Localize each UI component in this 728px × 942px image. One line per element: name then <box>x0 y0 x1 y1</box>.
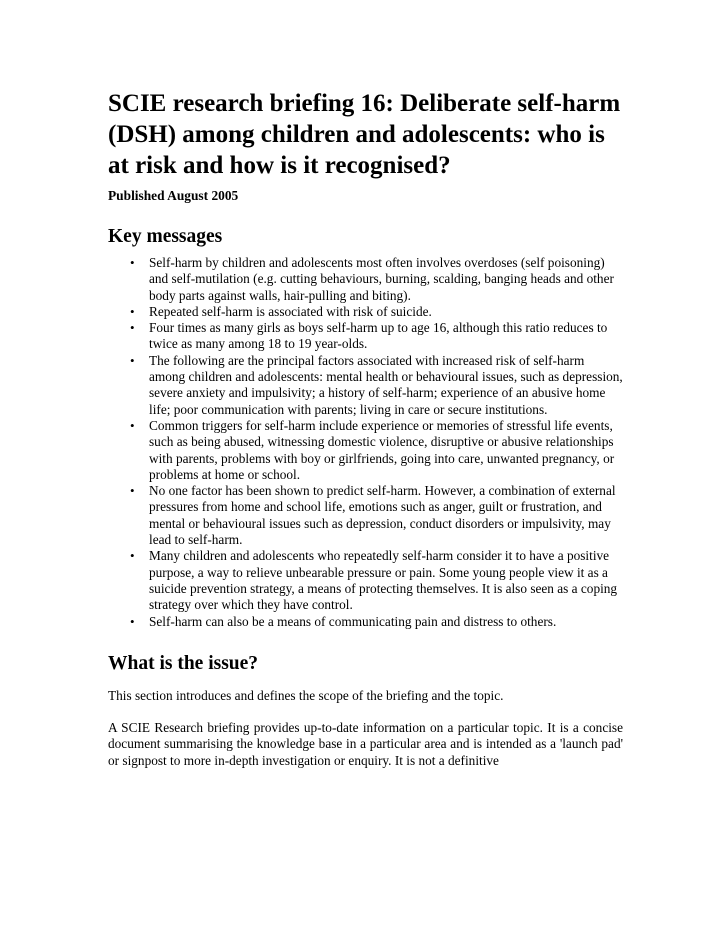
list-item <box>130 613 623 630</box>
list-item <box>130 320 623 353</box>
bullet-icon: • <box>130 320 135 336</box>
list-item-text: Repeated self-harm is associated with risk of suicide. <box>149 303 432 319</box>
list-item-text: No one factor has been shown to predict self-harm. However, a combination of external pressures from home and school life, emotions such as anger, guilt or frustration, and mental or behavioural issues such as depression, conduct disorders or impulsivity, may lead to self-harm. <box>149 483 616 548</box>
list-item <box>130 548 623 613</box>
list-item <box>130 483 623 548</box>
bullet-icon: • <box>130 417 135 433</box>
bullet-icon: • <box>130 483 135 499</box>
issue-heading: What is the issue? <box>108 652 259 674</box>
bullet-icon: • <box>130 352 135 368</box>
list-item-text: Self-harm by children and adolescents most often involves overdoses (self poisoning) and self-mutilation (e.g. cutting behaviours, burning, scalding, banging heads and other body parts against walls, hair-pulling and biting). <box>149 255 614 303</box>
key-messages-heading: Key messages <box>108 226 223 247</box>
list-item <box>130 303 623 320</box>
list-item <box>130 417 623 483</box>
key-messages-list <box>108 255 623 630</box>
list-item-text: Self-harm can also be a means of communicating pain and distress to others. <box>149 613 557 629</box>
bullet-icon: • <box>130 255 135 270</box>
issue-paragraph: A SCIE Research briefing provides up-to-date information on a particular topic. It is a concise document summarising the knowledge base in a particular area and is intended as a 'launch pad' or signpost to more in-depth investigation or enquiry. It is not a definitive <box>108 720 623 768</box>
list-item-text: Many children and adolescents who repeatedly self-harm consider it to have a positive purpose, a way to relieve unbearable pressure or pain. Some young people view it as a suicide prevention strategy, a means of protecting themselves. It is also seen as a coping strategy over which they have control. <box>149 548 618 613</box>
list-item-text: Common triggers for self-harm include experience or memories of stressful life events, such as being abused, witnessing domestic violence, disruptive or abusive relationships with parents, problems with boy or girlfriends, going into care, unwanted pregnancy, or problems at home or school. <box>149 417 615 482</box>
bullet-icon: • <box>130 303 135 319</box>
list-item <box>130 255 623 304</box>
issue-intro: This section introduces and defines the scope of the briefing and the topic. <box>108 687 504 703</box>
list-item-text: Four times as many girls as boys self-harm up to age 16, although this ratio reduces to twice as many among 18 to 19 year-olds. <box>149 320 608 352</box>
list-item-text: The following are the principal factors associated with increased risk of self-harm among children and adolescents: mental health or behavioural issues, such as depression, severe anxiety and impulsivity; a history of self-harm; experience of an abusive home life; poor communication with parents; living in care or secure institutions. <box>149 352 623 417</box>
document-page <box>108 88 623 769</box>
bullet-icon: • <box>130 548 135 564</box>
list-item <box>130 352 623 418</box>
bullet-icon: • <box>130 613 135 629</box>
document-title: SCIE research briefing 16: Deliberate self-harm (DSH) among children and adolescents: who is at risk and how is it recognised? <box>108 90 621 179</box>
published-date: Published August 2005 <box>108 188 239 203</box>
